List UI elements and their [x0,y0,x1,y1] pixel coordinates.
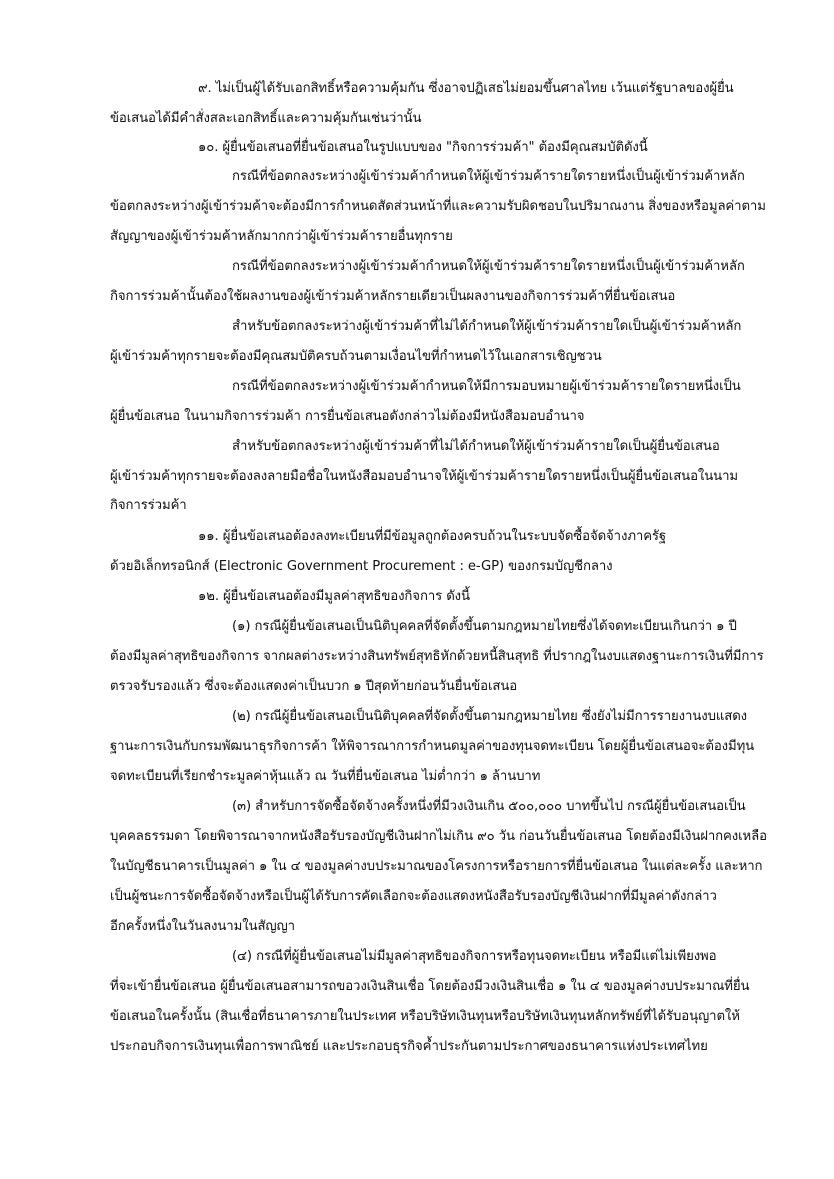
item-10-para-4-line-1: กรณีที่ข้อตกลงระหว่างผู้เข้าร่วมค้ากำหนดให้มีการมอบหมายผู้เข้าร่วมค้ารายใดรายหนึ่งเป็น [232,379,741,394]
item-11-line-2: ด้วยอิเล็กทรอนิกส์ (Electronic Government Procurement : e-GP) ของกรมบัญชีกลาง [110,559,613,574]
item-12-3-line-3: ในบัญชีธนาคารเป็นมูลค่า ๑ ใน ๔ ของมูลค่างบประมาณของโครงการหรือรายการที่ยื่นข้อเสนอ ในแต่ละครั้ง และหาก [110,859,763,874]
item-12-1-line-2: ต้องมีมูลค่าสุทธิของกิจการ จากผลต่างระหว่างสินทรัพย์สุทธิหักด้วยหนี้สินสุทธิ ที่ปรากฎในงบแสดงฐานะการเงินที่มีการ [110,649,764,664]
item-10-para-4-line-2: ผู้ยื่นข้อเสนอ ในนามกิจการร่วมค้า การยื่นข้อเสนอดังกล่าวไม่ต้องมีหนังสือมอบอำนาจ [110,409,585,424]
item-12-1-line-3: ตรวจรับรองแล้ว ซึ่งจะต้องแสดงค่าเป็นบวก ๑ ปีสุดท้ายก่อนวันยื่นข้อเสนอ [110,679,518,694]
item-12-heading: ๑๒. ผู้ยื่นข้อเสนอต้องมีมูลค่าสุทธิของกิจการ ดังนี้ [198,589,470,604]
item-10-para-5-line-1: สำหรับข้อตกลงระหว่างผู้เข้าร่วมค้าที่ไม่ได้กำหนดให้ผู้เข้าร่วมค้ารายใดเป็นผู้ยื่นข้อเสนอ [232,439,720,454]
item-12-4-line-1: (๔) กรณีที่ผู้ยื่นข้อเสนอไม่มีมูลค่าสุทธิของกิจการหรือทุนจดทะเบียน หรือมีแต่ไม่เพียงพอ [232,949,717,964]
item-10-para-1-line-3: สัญญาของผู้เข้าร่วมค้าหลักมากกว่าผู้เข้าร่วมค้ารายอื่นทุกราย [110,229,453,244]
item-12-2-line-2: ฐานะการเงินกับกรมพัฒนาธุรกิจการค้า ให้พิจารณาการกำหนดมูลค่าของทุนจดทะเบียน โดยผู้ยื่นข้อเสนอจะต้องมีทุน [110,739,755,754]
item-10-para-5-line-2: ผู้เข้าร่วมค้าทุกรายจะต้องลงลายมือชื่อในหนังสือมอบอำนาจให้ผู้เข้าร่วมค้ารายใดรายหนึ่งเป็นผู้ยื่นข้อเสนอในนาม [110,469,738,484]
item-10-para-3-line-1: สำหรับข้อตกลงระหว่างผู้เข้าร่วมค้าที่ไม่ได้กำหนดให้ผู้เข้าร่วมค้ารายใดเป็นผู้เข้าร่วมค้าหลัก [232,319,742,334]
item-10-para-2-line-1: กรณีที่ข้อตกลงระหว่างผู้เข้าร่วมค้ากำหนดให้ผู้เข้าร่วมค้ารายใดรายหนึ่งเป็นผู้เข้าร่วมค้าหลัก [232,259,745,274]
item-10-para-2-line-2: กิจการร่วมค้านั้นต้องใช้ผลงานของผู้เข้าร่วมค้าหลักรายเดียวเป็นผลงานของกิจการร่วมค้าที่ยื่นข้อเสนอ [110,289,676,304]
item-11-line-1: ๑๑. ผู้ยื่นข้อเสนอต้องลงทะเบียนที่มีข้อมูลถูกต้องครบถ้วนในระบบจัดซื้อจัดจ้างภาครัฐ [198,529,667,544]
item-10-para-1-line-2: ข้อตกลงระหว่างผู้เข้าร่วมค้าจะต้องมีการกำหนดสัดส่วนหน้าที่และความรับผิดชอบในปริมาณงาน สิ่งของหรือมูลค่าตาม [110,199,766,214]
item-10-para-1-line-1: กรณีที่ข้อตกลงระหว่างผู้เข้าร่วมค้ากำหนดให้ผู้เข้าร่วมค้ารายใดรายหนึ่งเป็นผู้เข้าร่วมค้าหลัก [232,169,745,184]
item-9-line-1: ๙. ไม่เป็นผู้ได้รับเอกสิทธิ์หรือความคุ้มกัน ซึ่งอาจปฏิเสธไม่ยอมขึ้นศาลไทย เว้นแต่รัฐบาลของผู้ยื่น [198,81,734,96]
item-9-line-2: ข้อเสนอได้มีคำสั่งสละเอกสิทธิ์และความคุ้มกันเช่นว่านั้น [110,111,422,126]
item-12-4-line-3: ข้อเสนอในครั้งนั้น (สินเชื่อที่ธนาคารภายในประเทศ หรือบริษัทเงินทุนหรือบริษัทเงินทุนหลักทรัพย์ที่ได้รับอนุญาตให้ [110,1009,740,1024]
item-12-3-line-4: เป็นผู้ชนะการจัดซื้อจัดจ้างหรือเป็นผู้ได้รับการคัดเลือกจะต้องแสดงหนังสือรับรองบัญชีเงินฝากที่มีมูลค่าดังกล่าว [110,889,717,904]
item-12-2-line-3: จดทะเบียนที่เรียกชำระมูลค่าหุ้นแล้ว ณ วันที่ยื่นข้อเสนอ ไม่ต่ำกว่า ๑ ล้านบาท [110,769,541,784]
item-12-1-line-1: (๑) กรณีผู้ยื่นข้อเสนอเป็นนิติบุคคลที่จัดตั้งขึ้นตามกฎหมายไทยซึ่งได้จดทะเบียนเกินกว่า ๑ ปี [232,619,737,634]
item-10-para-5-line-3: กิจการร่วมค้า [110,498,187,513]
item-12-3-line-5: อีกครั้งหนึ่งในวันลงนามในสัญญา [110,919,295,934]
item-10-para-3-line-2: ผู้เข้าร่วมค้าทุกรายจะต้องมีคุณสมบัติครบถ้วนตามเงื่อนไขที่กำหนดไว้ในเอกสารเชิญชวน [110,349,602,364]
item-10-heading: ๑๐. ผู้ยื่นข้อเสนอที่ยื่นข้อเสนอในรูปแบบของ "กิจการร่วมค้า" ต้องมีคุณสมบัติดังนี้ [198,140,648,155]
item-12-4-line-4: ประกอบกิจการเงินทุนเพื่อการพาณิชย์ และประกอบธุรกิจค้ำประกันตามประกาศของธนาคารแห่งประเทศไทย [110,1039,708,1054]
item-12-2-line-1: (๒) กรณีผู้ยื่นข้อเสนอเป็นนิติบุคคลที่จัดตั้งขึ้นตามกฎหมายไทย ซึ่งยังไม่มีการรายงานงบแสดง [232,709,748,724]
item-12-4-line-2: ที่จะเข้ายื่นข้อเสนอ ผู้ยื่นข้อเสนอสามารถขอวงเงินสินเชื่อ โดยต้องมีวงเงินสินเชื่อ ๑ ใน ๔ ของมูลค่างบประมาณที่ยื่น [110,979,750,994]
item-12-3-line-1: (๓) สำหรับการจัดซื้อจัดจ้างครั้งหนึ่งที่มีวงเงินเกิน ๕๐๐,๐๐๐ บาทขึ้นไป กรณีผู้ยื่นข้อเสนอเป็น [232,799,746,814]
item-12-3-line-2: บุคคลธรรมดา โดยพิจารณาจากหนังสือรับรองบัญชีเงินฝากไม่เกิน ๙๐ วัน ก่อนวันยื่นข้อเสนอ โดยต้องมีเงินฝากคงเหลือ [110,829,767,844]
